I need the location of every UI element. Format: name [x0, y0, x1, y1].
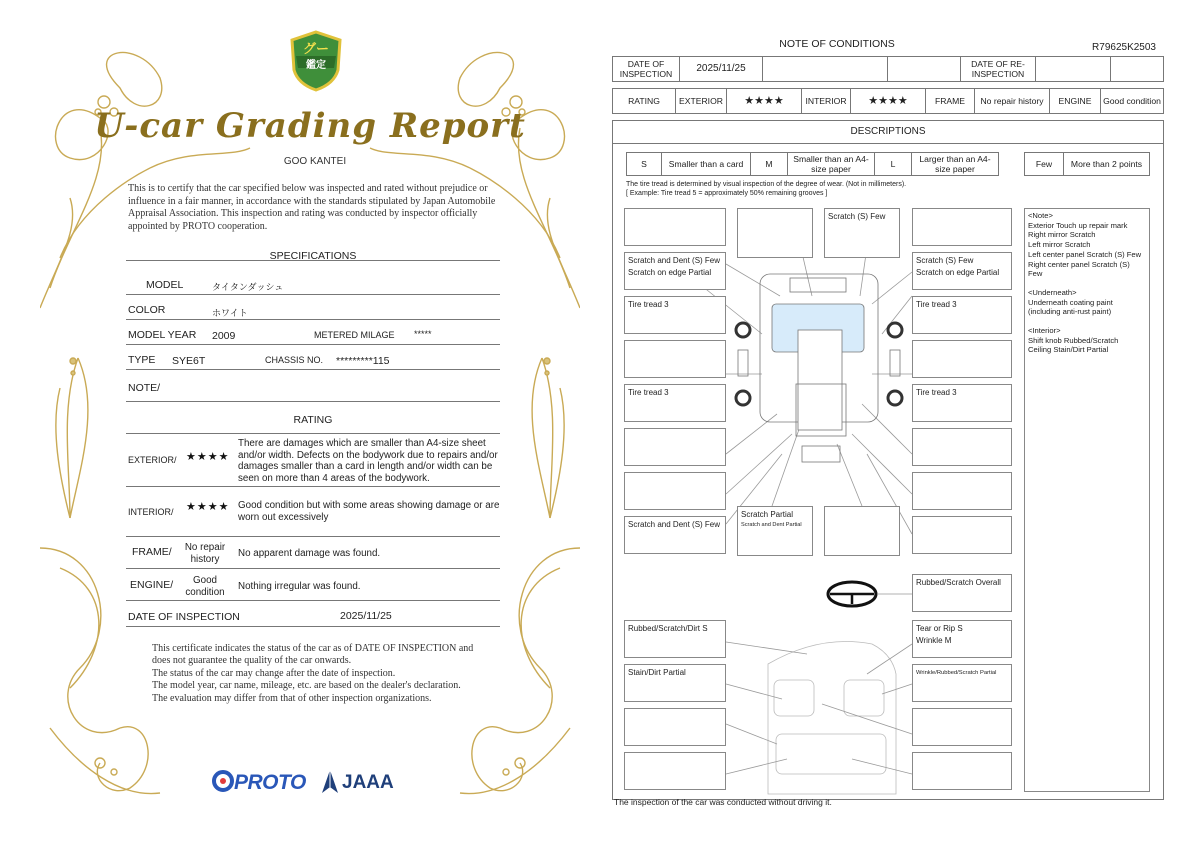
interior-label: INTERIOR/ — [128, 507, 174, 517]
interior-stars-cell: ★★★★ — [850, 88, 926, 114]
desc-box — [912, 708, 1012, 746]
certificate-intro: This is to certify that the car specified below was inspected and rated without prejudice or influence in a fair manner, in accordance with the standards stipulated by Japan Automobile Appraisal Association. This inspection and rating was conducted by inspector officially appointed by PROTO cooperation. — [128, 183, 496, 232]
empty-cell — [1110, 56, 1164, 82]
interior-label-cell: INTERIOR — [801, 88, 851, 114]
box-text: Scratch and Dent Partial — [741, 522, 802, 528]
frame-label: FRAME/ — [132, 546, 172, 558]
reinspection-label-cell: DATE OF RE-INSPECTION — [960, 56, 1036, 82]
desc-box — [912, 296, 1012, 334]
date-of-inspection-label: DATE OF INSPECTION — [128, 611, 240, 623]
box-text: Tire tread 3 — [628, 388, 669, 397]
desc-box — [624, 472, 726, 510]
desc-box — [624, 340, 726, 378]
legend-m-desc: Smaller than an A4-size paper — [787, 152, 875, 176]
type-value: SYE6T — [172, 355, 206, 367]
empty-cell — [762, 56, 888, 82]
desc-box — [624, 428, 726, 466]
box-text: Scratch (S) Few — [828, 212, 886, 221]
box-text: Tire tread 3 — [628, 300, 669, 309]
certificate-footer — [152, 643, 482, 705]
logos — [212, 768, 432, 798]
legend-few: Few — [1024, 152, 1064, 176]
box-text: Scratch and Dent (S) Few — [628, 520, 721, 529]
badge-top-text: グー — [302, 41, 329, 56]
legend-s-desc: Smaller than a card — [661, 152, 751, 176]
frame-label-cell: FRAME — [925, 88, 975, 114]
grading-certificate — [40, 28, 580, 820]
legend-s: S — [626, 152, 662, 176]
box-text: Wrinkle/Rubbed/Scratch Partial — [916, 670, 997, 676]
model-label: MODEL — [146, 279, 184, 291]
proto-logo-icon — [212, 770, 234, 794]
desc-box — [624, 384, 726, 422]
legend-few-desc: More than 2 points — [1063, 152, 1150, 176]
note-line: <Note> — [1028, 211, 1053, 220]
desc-box — [624, 208, 726, 246]
metered-milage-value: ***** — [414, 329, 432, 339]
note-line: <Interior> — [1028, 326, 1061, 336]
interior-description: Good condition but with some areas showing damage or are worn out excessively — [238, 500, 500, 523]
note-line: Ceiling Stain/Dirt Partial — [1028, 345, 1109, 355]
color-value: ホワイト — [212, 308, 248, 318]
box-text: Tire tread 3 — [916, 300, 957, 309]
desc-box — [624, 664, 726, 702]
goo-kantei-badge — [288, 30, 344, 92]
model-value: タイタンダッシュ — [212, 282, 284, 292]
color-label: COLOR — [128, 304, 166, 316]
box-text: Wrinkle M — [916, 636, 952, 645]
desc-box — [824, 208, 900, 258]
exterior-description: There are damages which are smaller than A4-size sheet and/or width. Defects on the bodywork due to repairs and/or damages smaller than a card in length and/or width can be seen on more than 4 areas of the bodywork. — [238, 438, 498, 484]
note-line: Right mirror Scratch — [1028, 230, 1096, 240]
note-of-conditions — [612, 34, 1164, 816]
rating-label-cell: RATING — [612, 88, 676, 114]
desc-box — [912, 752, 1012, 790]
exterior-label-cell: EXTERIOR — [675, 88, 727, 114]
desc-box — [912, 384, 1012, 422]
note-title: NOTE OF CONDITIONS — [779, 38, 895, 50]
desc-box — [912, 472, 1012, 510]
desc-box — [912, 428, 1012, 466]
model-year-label: MODEL YEAR — [128, 329, 197, 341]
box-text: Stain/Dirt Partial — [628, 668, 686, 677]
footer-line: This certificate indicates the status of the car as of DATE OF INSPECTION and does not guarantee the quality of the car onwards. — [152, 643, 474, 667]
date-label-cell: DATE OF INSPECTION — [612, 56, 680, 82]
empty-cell — [1035, 56, 1111, 82]
chassis-value: *********115 — [336, 355, 390, 367]
desc-box — [912, 340, 1012, 378]
note-line: Left center panel Scratch (S) Few — [1028, 249, 1142, 259]
footer-line: The evaluation may differ from that of other inspection organizations. — [152, 692, 432, 704]
exterior-stars-cell: ★★★★ — [726, 88, 802, 114]
type-label: TYPE — [128, 354, 156, 366]
desc-box — [737, 506, 813, 556]
box-text: Tear or Rip S — [916, 624, 963, 633]
desc-box — [624, 708, 726, 746]
desc-box — [624, 296, 726, 334]
inspection-disclaimer: The inspection of the car was conducted without driving it. — [614, 797, 832, 807]
box-text: Scratch on edge Partial — [916, 268, 1000, 277]
notes-box — [1024, 208, 1150, 792]
desc-box — [824, 506, 900, 556]
descriptions-heading: DESCRIPTIONS — [850, 126, 926, 137]
proto-logo-text: PROTO — [234, 771, 306, 794]
certificate-subtitle: GOO KANTEI — [283, 156, 347, 167]
specifications-heading: SPECIFICATIONS — [269, 250, 357, 262]
engine-value: Good condition — [185, 575, 225, 598]
desc-box — [912, 252, 1012, 290]
note-line: Underneath coating paint (including anti-rust paint) — [1028, 297, 1113, 317]
footer-line: The model year, car name, mileage, etc. are based on the dealer's declaration. — [152, 680, 461, 692]
note-line: Exterior Touch up repair mark — [1028, 220, 1128, 230]
note-label: NOTE/ — [128, 382, 161, 394]
box-text: Tire tread 3 — [916, 388, 957, 397]
certificate-title: U-car Grading Report — [94, 106, 526, 146]
legend-l: L — [874, 152, 912, 176]
desc-box — [737, 208, 813, 258]
box-text: Rubbed/Scratch/Dirt S — [628, 624, 708, 633]
jaaa-logo-text: JAAA — [342, 772, 394, 793]
model-year-value: 2009 — [212, 330, 236, 342]
engine-value-cell: Good condition — [1100, 88, 1164, 114]
note-spacer — [1028, 279, 1146, 288]
note-spacer — [1028, 317, 1146, 326]
legend-m: M — [750, 152, 788, 176]
box-text: Scratch Partial — [741, 510, 794, 519]
report-id: R79625K2503 — [1092, 42, 1156, 53]
note-line: Right center panel Scratch (S) Few — [1028, 259, 1130, 279]
desc-box — [624, 252, 726, 290]
exterior-stars: ★★★★ — [186, 451, 230, 463]
desc-box — [624, 620, 726, 658]
box-text: Rubbed/Scratch Overall — [916, 578, 1001, 587]
chassis-label: CHASSIS NO. — [265, 355, 324, 365]
footer-line: The status of the car may change after the date of inspection. — [152, 667, 396, 679]
desc-box — [624, 752, 726, 790]
engine-label-cell: ENGINE — [1049, 88, 1101, 114]
frame-description: No apparent damage was found. — [238, 548, 381, 559]
desc-box — [912, 208, 1012, 246]
interior-stars: ★★★★ — [186, 501, 230, 513]
engine-description: Nothing irregular was found. — [238, 581, 361, 592]
desc-box — [624, 516, 726, 554]
box-text: Scratch and Dent (S) Few — [628, 256, 721, 265]
tire-tread-note — [626, 180, 906, 198]
tire-note-line: [ Example: Tire tread 5 = approximately 50% remaining grooves ] — [626, 190, 828, 197]
exterior-label: EXTERIOR/ — [128, 455, 177, 465]
desc-box — [912, 620, 1012, 658]
frame-value-cell: No repair history — [974, 88, 1050, 114]
legend-l-desc: Larger than an A4-size paper — [911, 152, 999, 176]
frame-value: No repair history — [184, 542, 226, 565]
desc-box — [912, 516, 1012, 554]
desc-box — [912, 664, 1012, 702]
box-text: Scratch (S) Few — [916, 256, 974, 265]
date-value-cell: 2025/11/25 — [679, 56, 763, 82]
rating-heading: RATING — [293, 414, 333, 426]
note-line: Shift knob Rubbed/Scratch — [1028, 335, 1119, 345]
desc-box — [912, 574, 1012, 612]
badge-bottom-text: 鑑定 — [306, 60, 326, 71]
jaaa-logo-icon — [320, 769, 340, 795]
empty-cell — [887, 56, 961, 82]
metered-milage-label: METERED MILAGE — [314, 330, 395, 340]
note-line: Left mirror Scratch — [1028, 240, 1091, 250]
tire-note-line: The tire tread is determined by visual inspection of the degree of wear. (Not in millimeters). — [626, 181, 907, 188]
engine-label: ENGINE/ — [130, 579, 174, 591]
note-line: <Underneath> — [1028, 287, 1077, 297]
date-of-inspection-value: 2025/11/25 — [340, 610, 392, 622]
box-text: Scratch on edge Partial — [628, 268, 712, 277]
